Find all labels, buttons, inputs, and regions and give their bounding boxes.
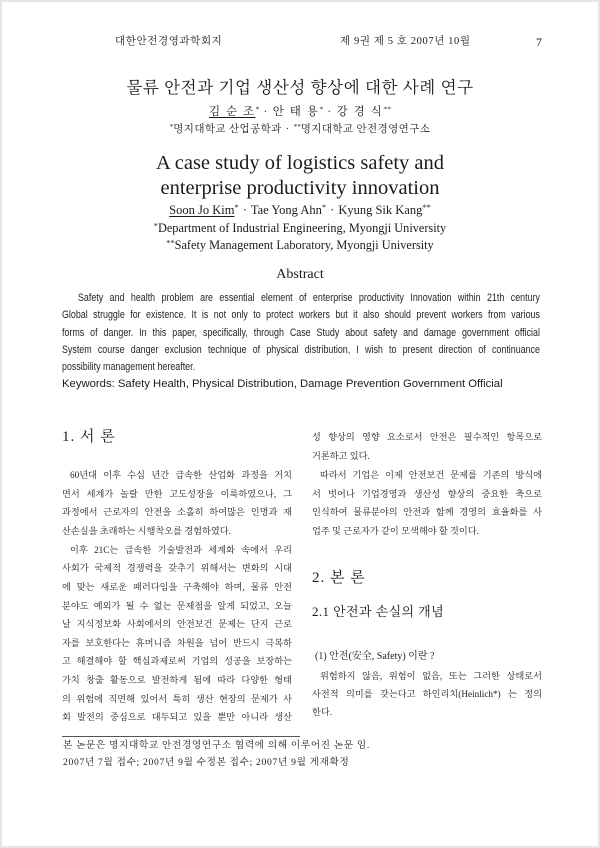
author-name: 안 태 용 [272, 106, 320, 118]
author-mark: * [321, 202, 327, 213]
english-affiliation [0, 237, 600, 253]
keywords-label: Keywords: [62, 378, 115, 390]
body-line: 성 향상의 영향 요소로서 안전은 필수적인 항목으로 [312, 432, 542, 442]
body-line: 업주 및 근로자가 같이 모색해야 할 것이다. [312, 526, 479, 536]
author-name: 김 순 조 [208, 106, 256, 118]
english-title-line: A case study of logistics safety and [155, 152, 445, 174]
section-heading: 2. 본 론 [312, 570, 366, 586]
author-name: Kyung Sik Kang [338, 203, 423, 217]
body-line: 60년대 이후 수십 년간 급속한 산업화 과정을 거치 [70, 470, 292, 480]
body-line: 날 지식정보화 사회에서의 안전보건 문제는 단지 근로 [62, 619, 292, 629]
body-line: 서 벗어나 기업경영과 생산성 향상의 중요한 축으로 [312, 489, 542, 499]
issue-info: 제 9권 제 5 호 2007년 10월 [340, 36, 471, 47]
abstract-line: possibility management hereafter. [62, 361, 196, 373]
abstract-line: System course danger exclusion technique of physical distribution, I wish to present direction of continuance [62, 344, 540, 356]
author-mark: * [319, 104, 324, 114]
body-line: 면서 세계가 놀랄 만한 고도성장을 이룩하였으나, 그 [62, 489, 292, 499]
body-line: 이후 21C는 급속한 기술발전과 세계화 속에서 우리 [70, 545, 292, 555]
body-line: 자를 보호한다는 휴머니즘 차원을 넘어 반드시 극복하 [62, 638, 292, 648]
body-line: 과정에서 근로자의 안전을 소홀히 하여많은 인명과 재 [62, 507, 292, 517]
journal-name: 대한안전경영과학회지 [115, 36, 223, 47]
subsection-heading: 2.1 안전과 손실의 개념 [312, 604, 445, 619]
body-line: 한다. [312, 707, 333, 717]
affiliation-separator: · [285, 124, 290, 135]
author-separator: · [330, 203, 335, 217]
korean-affiliations [0, 122, 600, 138]
author-name: Tae Yong Ahn [250, 203, 322, 217]
body-line: 가치 창출 활동으로 발전하게 됨에 따라 다양한 형태 [62, 675, 292, 685]
body-line: 위험하지 않음, 위험이 없음, 또는 그러한 상태로서 [320, 671, 542, 681]
author-name: 강 경 식 [336, 106, 384, 118]
english-title-line: enterprise productivity innovation [160, 177, 440, 199]
english-author-list [0, 202, 600, 218]
korean-author-list [0, 104, 600, 120]
korean-title: 물류 안전과 기업 생산성 향상에 대한 사례 연구 [126, 78, 474, 97]
author-mark: ** [422, 202, 431, 213]
affiliation-text: Safety Management Laboratory, Myongji University [174, 238, 434, 252]
affiliation-mark: ** [293, 122, 301, 131]
page-number: 7 [536, 35, 543, 49]
body-line: 거론하고 있다. [312, 451, 370, 461]
abstract-heading: Abstract [276, 267, 324, 282]
affiliation-mark: ** [166, 238, 175, 248]
abstract-line: forms of danger. In this paper, specifically, through Case Study about safety and damage government official [62, 327, 540, 339]
abstract-line: Global struggle for existence. It is not only to protect workers but it also should prevent workers from various [62, 309, 540, 321]
author-mark: * [255, 104, 260, 114]
author-name: Soon Jo Kim [169, 203, 235, 217]
affiliation-mark: * [169, 122, 174, 131]
english-affiliation [0, 220, 600, 236]
body-line: 고 해결해야 할 핵심과제로써 기업의 성공을 보장하는 [62, 656, 292, 666]
keywords-line [62, 376, 542, 392]
abstract-line: Safety and health problem are essential element of enterprise productivity Innovation within 21th century [77, 292, 540, 304]
body-line: 사회가 국제적 경쟁력을 갖추기 위해서는 변화의 시대 [62, 563, 292, 573]
author-separator: · [242, 203, 247, 217]
body-line: 분야도 예외가 될 수 없는 문제점을 알게 되었고, 오늘 [62, 601, 292, 611]
keywords-text: Safety Health, Physical Distribution, Damage Prevention Government Official [117, 378, 503, 390]
body-line: 사전적 의미를 갖는다고 하인리치(Heinlich*) 는 정의 [312, 689, 542, 699]
item-heading: (1) 안전(安全, Safety) 이란 ? [315, 651, 435, 662]
body-line: 따라서 기업은 이제 안전보건 문제를 기존의 방식에 [320, 470, 542, 480]
body-line: 의 위험에 직면해 있어서 특히 생산 현장의 문제가 사 [62, 694, 292, 704]
author-mark: ** [383, 104, 392, 114]
author-mark: * [234, 202, 239, 213]
footnote-rule [62, 736, 300, 737]
footnote-line: 2007년 7월 접수; 2007년 9월 수정본 접수; 2007년 9월 게재확정 [63, 757, 350, 768]
body-line: 산손실을 초래하는 시행착오를 경험하였다. [62, 526, 231, 536]
author-separator: · [263, 106, 269, 118]
affiliation-text: 명지대학교 산업공학과 [173, 124, 282, 135]
affiliation-text: Department of Industrial Engineering, Myongji University [157, 221, 447, 235]
author-separator: · [327, 106, 333, 118]
body-line: 회 발전의 중심으로 대두되고 있을 뿐만 아니라 생산 [62, 712, 292, 722]
affiliation-mark: * [153, 221, 158, 231]
section-heading: 1. 서 론 [62, 429, 116, 445]
footnote-line: 본 논문은 명지대학교 안전경영연구소 협력에 의해 이루어진 논문 임. [63, 740, 370, 751]
affiliation-text: 명지대학교 안전경영연구소 [300, 124, 431, 135]
body-line: 인식하여 물류분야의 안전과 함께 경영의 효율화를 사 [312, 507, 542, 517]
body-line: 에 맞는 새로운 패러다임을 구축해야 하며, 물류 안전 [62, 582, 292, 592]
